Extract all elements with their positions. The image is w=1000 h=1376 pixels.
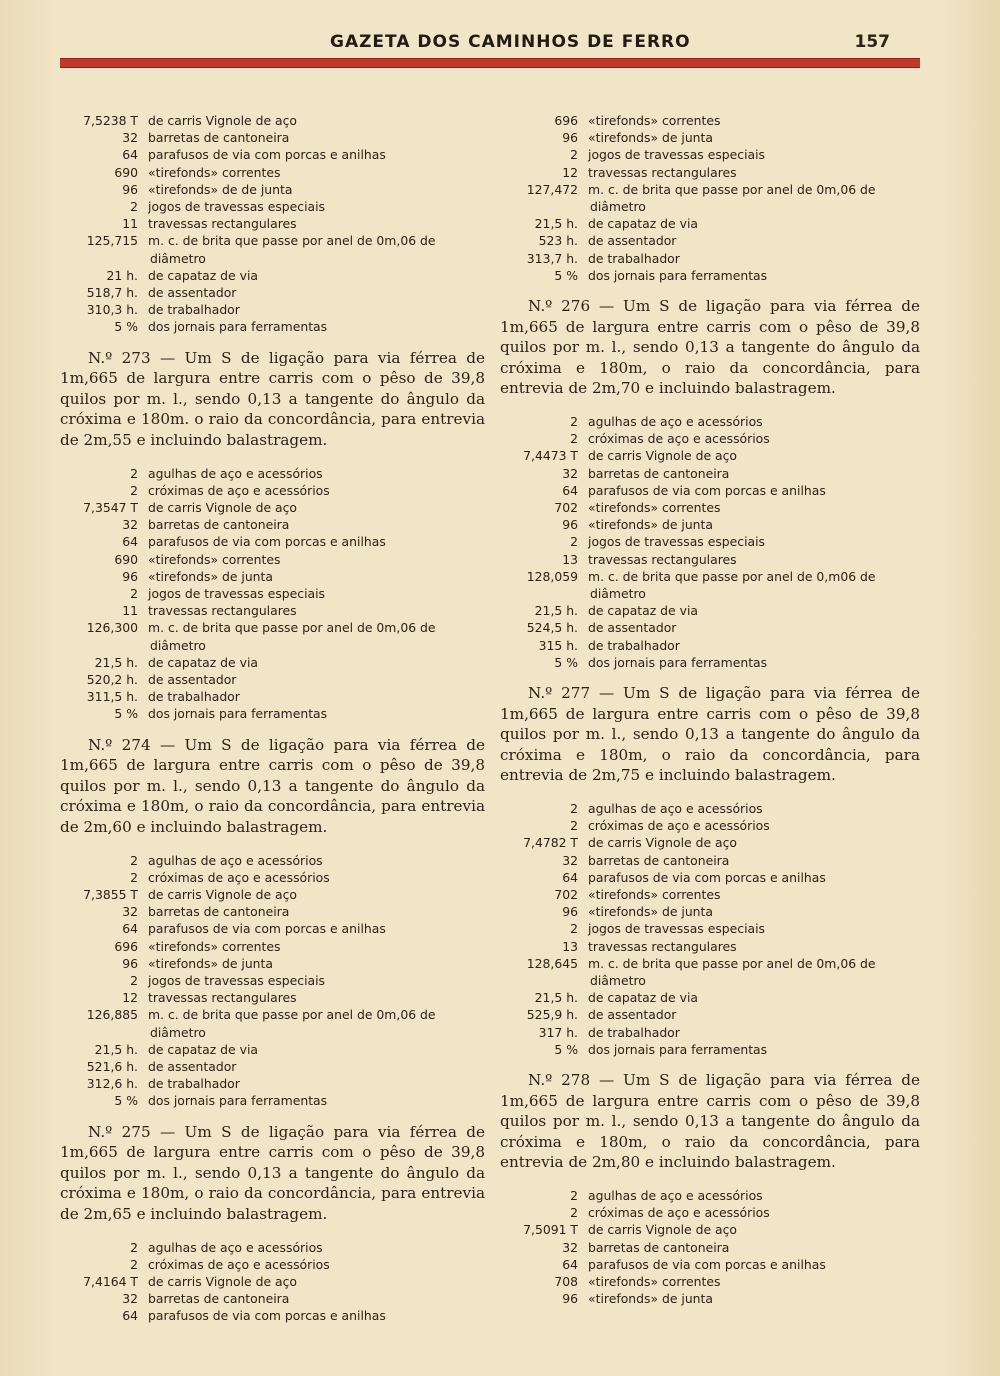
item-description: cróximas de aço e acessórios — [588, 431, 770, 447]
item-quantity: 7,5238 T — [83, 113, 138, 128]
item-description: de capataz de via — [588, 216, 698, 232]
list-item — [60, 705, 485, 722]
list-item — [500, 198, 920, 215]
item-description: dos jornais para ferramentas — [588, 1041, 768, 1057]
list-item — [60, 482, 485, 499]
list-item — [500, 164, 920, 181]
item-quantity: 11 — [122, 216, 138, 232]
item-quantity: 21,5 h. — [534, 603, 578, 619]
item-description: «tirefonds» de junta — [148, 568, 273, 584]
item-description: de carris Vignole de aço — [148, 500, 298, 516]
list-item — [500, 920, 920, 937]
item-description: travessas rectangulares — [148, 603, 297, 619]
item-quantity: 96 — [122, 568, 138, 584]
item-quantity: 2 — [130, 1239, 138, 1255]
list-item — [60, 198, 485, 215]
list-item — [500, 1006, 920, 1023]
item-quantity: 7,4782 T — [523, 835, 578, 851]
item-description: de trabalhador — [588, 250, 680, 266]
list-item — [60, 284, 485, 301]
item-description: «tirefonds» de junta — [588, 1291, 713, 1307]
item-quantity: 5 % — [554, 267, 578, 283]
specification-paragraph: N.º 273 — Um S de ligação para via férrea de 1m,665 de largura entre carris com o pêso de 39,8 quilos por m. l., sendo 0,13 a tangente do ângulo da cróxima e 180m. o raio da concordância, para entrevia de 2m,55 e incluindo balastragem. — [60, 348, 485, 450]
item-quantity: 2 — [130, 869, 138, 885]
item-quantity: 32 — [122, 1291, 138, 1307]
list-item — [500, 955, 920, 972]
item-description: travessas rectangulares — [588, 164, 737, 180]
list-item — [500, 972, 920, 989]
list-item — [500, 215, 920, 232]
item-description: «tirefonds» correntes — [588, 1274, 721, 1290]
item-description: «tirefonds» correntes — [588, 500, 721, 516]
list-item — [60, 852, 485, 869]
item-quantity: 21,5 h. — [534, 216, 578, 232]
list-item — [500, 938, 920, 955]
list-item — [60, 318, 485, 335]
item-description: de carris Vignole de aço — [588, 835, 738, 851]
list-item — [500, 1239, 920, 1256]
item-quantity: 5 % — [114, 706, 138, 722]
item-description: cróximas de aço e acessórios — [148, 869, 330, 885]
item-description: agulhas de aço e acessórios — [588, 1188, 763, 1204]
item-quantity: 96 — [562, 130, 578, 146]
item-quantity: 696 — [114, 938, 138, 954]
item-description: agulhas de aço e acessórios — [148, 852, 323, 868]
list-item — [60, 602, 485, 619]
list-item — [500, 1041, 920, 1058]
list-item — [60, 551, 485, 568]
item-description: de capataz de via — [148, 654, 258, 670]
item-description: jogos de travessas especiais — [588, 147, 766, 163]
item-description: parafusos de via com porcas e anilhas — [588, 482, 826, 498]
item-quantity: 702 — [554, 887, 578, 903]
item-description: m. c. de brita que passe por anel de 0m,06 de — [588, 955, 876, 971]
specification-paragraph: N.º 276 — Um S de ligação para via férrea de 1m,665 de largura entre carris com o pêso de 39,8 quilos por m. l., sendo 0,13 a tangente do ângulo da cróxima e 180m, o raio da concordância, para entrevia de 2m,70 e incluindo balastragem. — [500, 297, 920, 398]
item-quantity: 2 — [130, 1256, 138, 1272]
item-description: «tirefonds» correntes — [148, 164, 281, 180]
item-quantity: 5 % — [114, 1093, 138, 1109]
item-quantity: 96 — [562, 1291, 578, 1307]
list-item — [500, 232, 920, 249]
item-quantity: 696 — [554, 113, 578, 128]
list-item — [500, 499, 920, 516]
item-description: agulhas de aço e acessórios — [148, 1239, 323, 1255]
item-quantity: 690 — [114, 551, 138, 567]
list-item — [60, 1256, 485, 1273]
list-item — [60, 886, 485, 903]
item-description: de capataz de via — [588, 990, 698, 1006]
item-description: de trabalhador — [588, 637, 680, 653]
item-quantity: 310,3 h. — [86, 302, 138, 318]
list-item — [500, 516, 920, 533]
item-description: agulhas de aço e acessórios — [588, 414, 763, 429]
list-item — [60, 671, 485, 688]
item-description: diâmetro — [590, 586, 646, 602]
item-description: dos jornais para ferramentas — [148, 706, 328, 722]
item-quantity: 128,645 — [526, 955, 578, 971]
item-quantity: 708 — [554, 1274, 578, 1290]
item-description: barretas de cantoneira — [148, 130, 290, 146]
list-item — [60, 654, 485, 671]
item-quantity: 2 — [570, 801, 578, 817]
item-description: m. c. de brita que passe por anel de 0m,06 de — [148, 620, 436, 636]
list-item — [500, 430, 920, 447]
specification-paragraph: N.º 277 — Um S de ligação para via férrea de 1m,665 de largura entre carris com o pêso de 39,8 quilos por m. l., sendo 0,13 a tangente do ângulo da cróxima e 180m, o raio da concordância, para entrevia de 2m,75 e incluindo balastragem. — [500, 684, 920, 785]
item-quantity: 32 — [562, 465, 578, 481]
list-item — [60, 1239, 485, 1256]
item-description: cróximas de aço e acessórios — [148, 1256, 330, 1272]
item-description: jogos de travessas especiais — [588, 921, 766, 937]
item-quantity: 32 — [122, 130, 138, 146]
list-item — [500, 551, 920, 568]
item-description: jogos de travessas especiais — [148, 973, 326, 989]
item-description: travessas rectangulares — [148, 990, 297, 1006]
item-description: «tirefonds» de junta — [148, 955, 273, 971]
list-item — [500, 903, 920, 920]
item-quantity: 126,885 — [86, 1007, 138, 1023]
item-description: de assentador — [588, 620, 677, 636]
item-description: «tirefonds» correntes — [148, 551, 281, 567]
item-quantity: 96 — [562, 904, 578, 920]
list-item — [60, 903, 485, 920]
item-quantity: 13 — [562, 551, 578, 567]
item-quantity: 5 % — [554, 654, 578, 670]
list-item — [500, 1024, 920, 1041]
item-description: m. c. de brita que passe por anel de 0m,06 de — [148, 233, 436, 249]
right-column — [500, 112, 920, 1319]
list-item — [500, 1273, 920, 1290]
item-description: «tirefonds» de de junta — [148, 181, 293, 197]
item-description: de carris Vignole de aço — [588, 1222, 738, 1238]
item-description: de assentador — [148, 1059, 237, 1075]
list-item — [60, 181, 485, 198]
item-description: de trabalhador — [148, 1076, 240, 1092]
list-item — [500, 1221, 920, 1238]
item-description: jogos de travessas especiais — [148, 199, 326, 215]
materials-list — [500, 1187, 920, 1307]
item-quantity: 64 — [122, 1308, 138, 1324]
item-quantity: 7,5091 T — [523, 1222, 578, 1238]
item-quantity: 96 — [122, 955, 138, 971]
item-quantity: 32 — [562, 852, 578, 868]
item-description: diâmetro — [590, 199, 646, 215]
list-item — [500, 146, 920, 163]
item-description: de trabalhador — [148, 689, 240, 705]
item-description: dos jornais para ferramentas — [588, 654, 768, 670]
list-item — [60, 1273, 485, 1290]
item-description: diâmetro — [150, 1024, 206, 1040]
list-item — [60, 955, 485, 972]
item-quantity: 7,3547 T — [83, 500, 138, 516]
list-item — [500, 989, 920, 1006]
item-description: «tirefonds» de junta — [588, 517, 713, 533]
list-item — [60, 989, 485, 1006]
item-quantity: 702 — [554, 500, 578, 516]
materials-list — [60, 1239, 485, 1325]
item-description: m. c. de brita que passe por anel de 0m,06 de — [588, 181, 876, 197]
item-description: travessas rectangulares — [148, 216, 297, 232]
list-item — [60, 164, 485, 181]
item-description: de assentador — [148, 285, 237, 301]
materials-list — [60, 112, 485, 336]
item-quantity: 317 h. — [538, 1024, 578, 1040]
item-description: «tirefonds» correntes — [588, 887, 721, 903]
item-description: barretas de cantoneira — [588, 1239, 730, 1255]
list-item — [500, 267, 920, 284]
list-item — [60, 688, 485, 705]
header-rule — [60, 58, 920, 68]
item-description: de assentador — [588, 1007, 677, 1023]
list-item — [500, 533, 920, 550]
item-description: parafusos de via com porcas e anilhas — [588, 869, 826, 885]
item-quantity: 312,6 h. — [86, 1076, 138, 1092]
item-quantity: 21 h. — [106, 267, 138, 283]
item-description: de assentador — [148, 672, 237, 688]
list-item — [500, 800, 920, 817]
item-description: dos jornais para ferramentas — [148, 1093, 328, 1109]
list-item — [60, 637, 485, 654]
list-item — [500, 447, 920, 464]
item-description: diâmetro — [150, 637, 206, 653]
item-description: de carris Vignole de aço — [148, 887, 298, 903]
item-quantity: 315 h. — [538, 637, 578, 653]
list-item — [60, 112, 485, 129]
item-quantity: 2 — [570, 147, 578, 163]
list-item — [500, 869, 920, 886]
item-quantity: 12 — [562, 164, 578, 180]
item-description: travessas rectangulares — [588, 551, 737, 567]
item-quantity: 5 % — [114, 319, 138, 335]
specification-paragraph: N.º 275 — Um S de ligação para via férrea de 1m,665 de largura entre carris com o pêso de 39,8 quilos por m. l., sendo 0,13 a tangente do ângulo da cróxima e 180m, o raio da concordância, para entrevia de 2m,65 e incluindo balastragem. — [60, 1122, 485, 1224]
item-quantity: 2 — [130, 199, 138, 215]
item-quantity: 2 — [570, 1188, 578, 1204]
item-description: «tirefonds» correntes — [588, 113, 721, 128]
item-quantity: 2 — [570, 818, 578, 834]
list-item — [500, 585, 920, 602]
item-description: cróximas de aço e acessórios — [588, 818, 770, 834]
item-quantity: 311,5 h. — [86, 689, 138, 705]
item-quantity: 32 — [122, 517, 138, 533]
item-quantity: 12 — [122, 990, 138, 1006]
item-description: «tirefonds» de junta — [588, 130, 713, 146]
list-item — [60, 1024, 485, 1041]
list-item — [500, 1256, 920, 1273]
list-item — [60, 146, 485, 163]
list-item — [60, 250, 485, 267]
item-quantity: 2 — [570, 431, 578, 447]
list-item — [60, 499, 485, 516]
list-item — [60, 568, 485, 585]
list-item — [60, 215, 485, 232]
list-item — [60, 1307, 485, 1324]
item-description: dos jornais para ferramentas — [148, 319, 328, 335]
item-quantity: 690 — [114, 164, 138, 180]
list-item — [500, 181, 920, 198]
item-description: parafusos de via com porcas e anilhas — [148, 147, 386, 163]
item-description: barretas de cantoneira — [148, 517, 290, 533]
item-description: parafusos de via com porcas e anilhas — [148, 534, 386, 550]
item-quantity: 96 — [562, 517, 578, 533]
item-quantity: 2 — [570, 921, 578, 937]
list-item — [500, 619, 920, 636]
list-item — [500, 834, 920, 851]
item-quantity: 64 — [562, 482, 578, 498]
item-description: de capataz de via — [588, 603, 698, 619]
list-item — [500, 1204, 920, 1221]
item-quantity: 520,2 h. — [86, 672, 138, 688]
list-item — [500, 482, 920, 499]
list-item — [60, 920, 485, 937]
list-item — [500, 568, 920, 585]
item-quantity: 524,5 h. — [526, 620, 578, 636]
list-item — [500, 817, 920, 834]
item-quantity: 13 — [562, 938, 578, 954]
list-item — [60, 301, 485, 318]
item-quantity: 32 — [562, 1239, 578, 1255]
item-quantity: 2 — [130, 465, 138, 481]
list-item — [500, 602, 920, 619]
list-item — [500, 1290, 920, 1307]
item-quantity: 7,4164 T — [83, 1274, 138, 1290]
item-quantity: 2 — [130, 973, 138, 989]
list-item — [500, 129, 920, 146]
item-quantity: 2 — [130, 852, 138, 868]
list-item — [60, 1058, 485, 1075]
item-quantity: 32 — [122, 904, 138, 920]
item-quantity: 518,7 h. — [86, 285, 138, 301]
list-item — [500, 1187, 920, 1204]
materials-list — [500, 112, 920, 284]
item-quantity: 64 — [122, 147, 138, 163]
list-item — [60, 1092, 485, 1109]
materials-list — [60, 465, 485, 723]
item-quantity: 125,715 — [86, 233, 138, 249]
item-description: barretas de cantoneira — [588, 852, 730, 868]
materials-list — [500, 800, 920, 1058]
list-item — [60, 585, 485, 602]
list-item — [60, 232, 485, 249]
item-description: «tirefonds» de junta — [588, 904, 713, 920]
list-item — [60, 619, 485, 636]
item-quantity: 521,6 h. — [86, 1059, 138, 1075]
item-quantity: 11 — [122, 603, 138, 619]
specification-paragraph: N.º 274 — Um S de ligação para via férrea de 1m,665 de largura entre carris com o pêso de 39,8 quilos por m. l., sendo 0,13 a tangente do ângulo da cróxima e 180m, o raio da concordância, para entrevia de 2m,60 e incluindo balastragem. — [60, 735, 485, 837]
item-description: agulhas de aço e acessórios — [588, 801, 763, 817]
item-quantity: 126,300 — [86, 620, 138, 636]
item-description: de carris Vignole de aço — [148, 113, 298, 128]
item-quantity: 2 — [570, 414, 578, 429]
item-description: diâmetro — [150, 250, 206, 266]
item-quantity: 2 — [130, 482, 138, 498]
item-description: barretas de cantoneira — [148, 904, 290, 920]
item-description: de trabalhador — [148, 302, 240, 318]
item-description: jogos de travessas especiais — [588, 534, 766, 550]
specification-paragraph: N.º 278 — Um S de ligação para via férrea de 1m,665 de largura entre carris com o pêso de 39,8 quilos por m. l., sendo 0,13 a tangente do ângulo da cróxima e 180m, o raio da concordância, para entrevia de 2m,80 e incluindo balastragem. — [500, 1071, 920, 1172]
item-description: de carris Vignole de aço — [588, 448, 738, 464]
item-description: dos jornais para ferramentas — [588, 267, 768, 283]
list-item — [60, 1290, 485, 1307]
item-quantity: 64 — [122, 534, 138, 550]
item-description: m. c. de brita que passe por anel de 0m,06 de — [148, 1007, 436, 1023]
list-item — [500, 112, 920, 129]
item-quantity: 7,4473 T — [523, 448, 578, 464]
item-description: parafusos de via com porcas e anilhas — [588, 1256, 826, 1272]
list-item — [500, 413, 920, 430]
list-item — [60, 1006, 485, 1023]
item-description: travessas rectangulares — [588, 938, 737, 954]
item-description: de capataz de via — [148, 1041, 258, 1057]
list-item — [500, 250, 920, 267]
list-item — [60, 267, 485, 284]
item-quantity: 127,472 — [526, 181, 578, 197]
item-quantity: 2 — [570, 534, 578, 550]
item-quantity: 525,9 h. — [526, 1007, 578, 1023]
item-quantity: 2 — [130, 586, 138, 602]
page-number: 157 — [854, 32, 890, 52]
item-quantity: 64 — [122, 921, 138, 937]
item-quantity: 21,5 h. — [534, 990, 578, 1006]
item-description: de carris Vignole de aço — [148, 1274, 298, 1290]
item-description: cróximas de aço e acessórios — [588, 1205, 770, 1221]
item-description: agulhas de aço e acessórios — [148, 465, 323, 481]
list-item — [60, 869, 485, 886]
item-description: de trabalhador — [588, 1024, 680, 1040]
page-header — [60, 28, 920, 68]
list-item — [60, 1041, 485, 1058]
list-item — [60, 533, 485, 550]
item-description: parafusos de via com porcas e anilhas — [148, 921, 386, 937]
item-description: «tirefonds» correntes — [148, 938, 281, 954]
list-item — [500, 886, 920, 903]
item-quantity: 21,5 h. — [94, 1041, 138, 1057]
list-item — [60, 1075, 485, 1092]
item-quantity: 64 — [562, 869, 578, 885]
item-description: m. c. de brita que passe por anel de 0,m06 de — [588, 568, 876, 584]
item-quantity: 5 % — [554, 1041, 578, 1057]
item-description: diâmetro — [590, 973, 646, 989]
materials-list — [500, 413, 920, 671]
item-description: barretas de cantoneira — [588, 465, 730, 481]
list-item — [60, 516, 485, 533]
item-quantity: 523 h. — [538, 233, 578, 249]
item-description: parafusos de via com porcas e anilhas — [148, 1308, 386, 1324]
list-item — [60, 972, 485, 989]
item-quantity: 128,059 — [526, 568, 578, 584]
item-quantity: 96 — [122, 181, 138, 197]
list-item — [60, 938, 485, 955]
item-quantity: 7,3855 T — [83, 887, 138, 903]
item-description: de capataz de via — [148, 267, 258, 283]
page-title: GAZETA DOS CAMINHOS DE FERRO — [330, 32, 691, 52]
list-item — [500, 654, 920, 671]
item-description: cróximas de aço e acessórios — [148, 482, 330, 498]
list-item — [60, 465, 485, 482]
item-description: de assentador — [588, 233, 677, 249]
item-quantity: 21,5 h. — [94, 654, 138, 670]
item-quantity: 313,7 h. — [526, 250, 578, 266]
left-column — [60, 112, 485, 1337]
item-description: barretas de cantoneira — [148, 1291, 290, 1307]
list-item — [60, 129, 485, 146]
materials-list — [60, 852, 485, 1110]
list-item — [500, 637, 920, 654]
item-description: jogos de travessas especiais — [148, 586, 326, 602]
item-quantity: 2 — [570, 1205, 578, 1221]
list-item — [500, 465, 920, 482]
item-quantity: 64 — [562, 1256, 578, 1272]
list-item — [500, 852, 920, 869]
